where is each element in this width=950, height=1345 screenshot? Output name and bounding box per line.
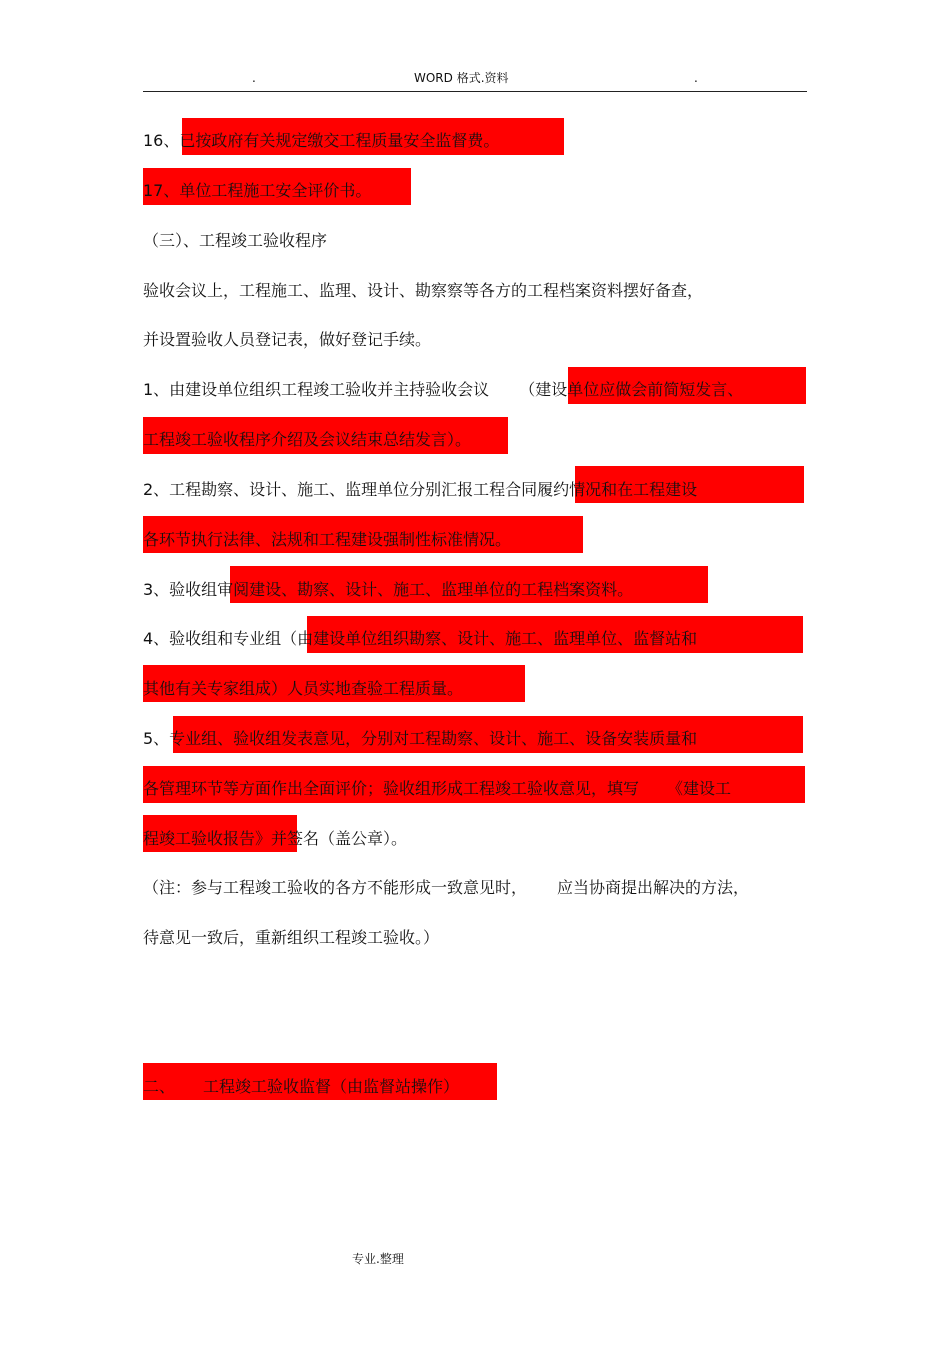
- list-item: 4、验收组和专业组（由建设单位组织勘察、设计、施工、监理单位、监督站和: [143, 629, 698, 648]
- paragraph-line: 其他有关专家组成）人员实地查验工程质量。: [143, 679, 464, 698]
- paragraph-line: 并设置验收人员登记表，做好登记手续。: [143, 330, 432, 349]
- paragraph-line: 各环节执行法律、法规和工程建设强制性标准情况。: [143, 530, 512, 549]
- page-footer: 专业.整理: [352, 1252, 404, 1266]
- paragraph-line: 程竣工验收报告》并签名（盖公章）。: [143, 829, 408, 848]
- list-item: 17、单位工程施工安全评价书。: [143, 181, 372, 200]
- list-item: 16、已按政府有关规定缴交工程质量安全监督费。: [143, 131, 500, 150]
- list-item: 2、工程勘察、设计、施工、监理单位分别汇报工程合同履约情况和在工程建设: [143, 480, 698, 499]
- list-item: 1、由建设单位组织工程竣工验收并主持验收会议 （建设单位应做会前简短发言、: [143, 380, 744, 399]
- paragraph-line: 各管理环节等方面作出全面评价；验收组形成工程竣工验收意见，填写 《建设工: [143, 779, 732, 798]
- note-line: （注：参与工程竣工验收的各方不能形成一致意见时， 应当协商提出解决的方法，: [143, 878, 750, 897]
- paragraph-line: 验收会议上，工程施工、监理、设计、勘察察等各方的工程档案资料摆好备查，: [143, 281, 704, 300]
- section-heading: （三）、工程竣工验收程序: [143, 231, 328, 250]
- header-title: WORD 格式.资料: [414, 71, 509, 85]
- header-left-dot: .: [252, 71, 256, 85]
- note-line: 待意见一致后，重新组织工程竣工验收。）: [143, 928, 440, 947]
- paragraph-line: 工程竣工验收程序介绍及会议结束总结发言）。: [143, 430, 472, 449]
- list-item: 3、验收组审阅建设、勘察、设计、施工、监理单位的工程档案资料。: [143, 580, 634, 599]
- section-heading: 二、 工程竣工验收监督（由监督站操作）: [143, 1077, 460, 1096]
- list-item: 5、专业组、验收组发表意见，分别对工程勘察、设计、施工、设备安装质量和: [143, 729, 698, 748]
- header-rule: [143, 91, 807, 92]
- header-right-dot: .: [694, 71, 698, 85]
